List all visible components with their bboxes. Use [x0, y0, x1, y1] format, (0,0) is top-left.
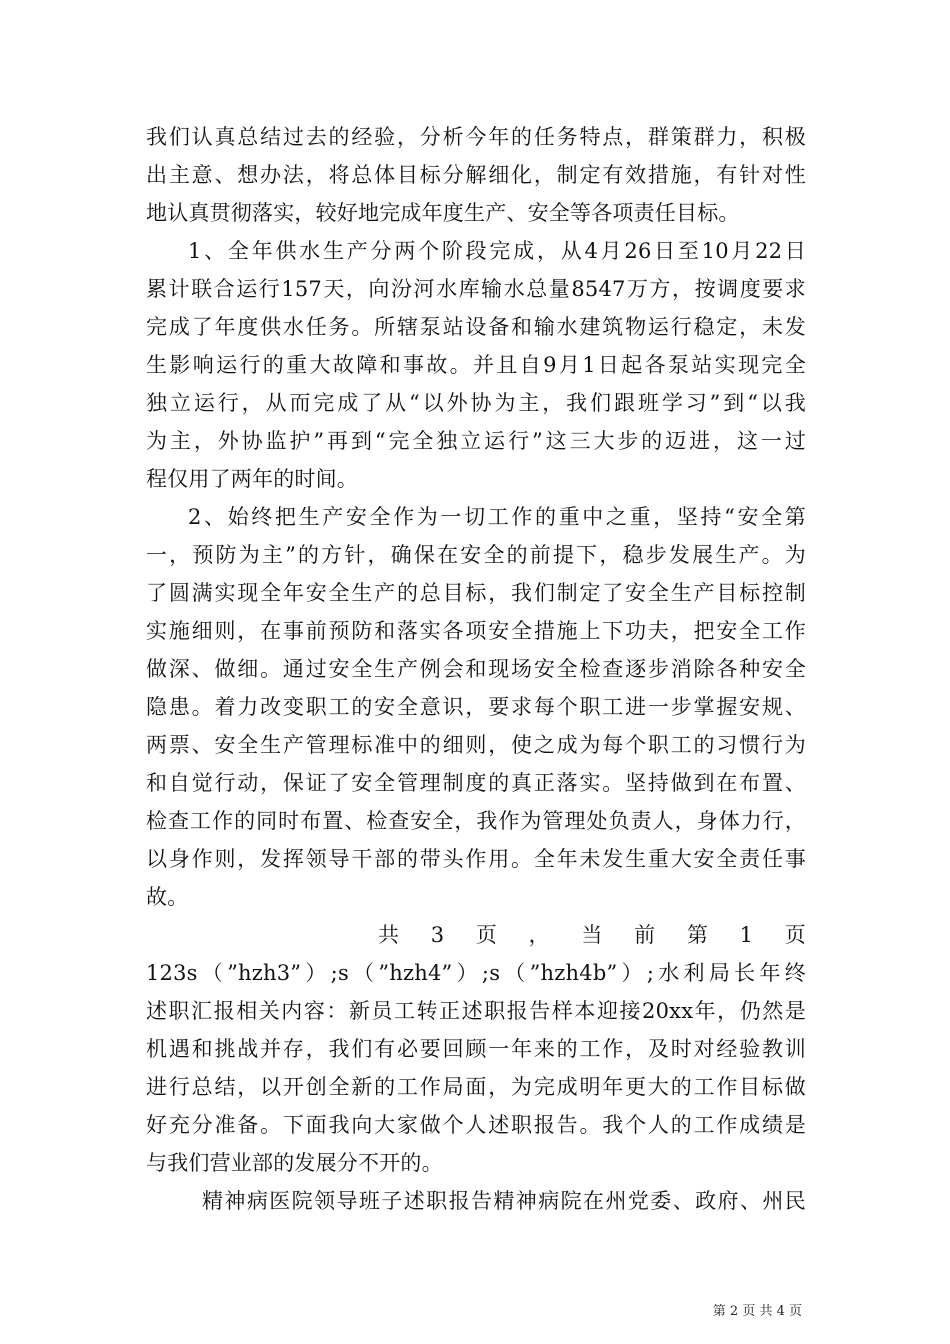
page-footer: 第 2 页 共 4 页 — [712, 1304, 802, 1319]
text-line: 故。 — [146, 885, 189, 909]
document-body — [146, 118, 806, 1220]
page-indicator-line — [146, 916, 806, 954]
page-info-token: 共 — [378, 923, 400, 947]
text-line: 隐患。着力改变职工的安全意识，要求每个职工进一步掌握安规、 — [146, 695, 806, 719]
text-line: 为主，外协监护”再到“完全独立运行”这三大步的迈进，这一过 — [146, 429, 806, 453]
text-line: 和自觉行动，保证了安全管理制度的真正落实。坚持做到在布置、 — [146, 771, 806, 795]
text-line: 实施细则，在事前预防和落实各项安全措施上下功夫，把安全工作 — [146, 619, 806, 643]
text-line: 我们认真总结过去的经验，分析今年的任务特点，群策群力，积极 — [146, 125, 806, 149]
text-line: 机遇和挑战并存，我们有必要回顾一年来的工作，及时对经验教训 — [146, 1037, 806, 1061]
text-line: 了圆满实现全年安全生产的总目标，我们制定了安全生产目标控制 — [146, 581, 806, 605]
text-line: 好充分准备。下面我向大家做个人述职报告。我个人的工作成绩是 — [146, 1113, 806, 1137]
text-line: 做深、做细。通过安全生产例会和现场安全检查逐步消除各种安全 — [146, 657, 806, 681]
text-line: 出主意、想办法，将总体目标分解细化，制定有效措施，有针对性 — [146, 163, 806, 187]
paragraph-2-start: 2、始终把生产安全作为一切工作的重中之重，坚持“安全第 — [188, 505, 806, 529]
text-line: 进行总结，以开创全新的工作局面，为完成明年更大的工作目标做 — [146, 1075, 806, 1099]
text-line: 检查工作的同时布置、检查安全，我作为管理处负责人，身体力行， — [146, 809, 806, 833]
text-line: 与我们营业部的发展分不开的。 — [146, 1151, 443, 1175]
text-line: 累计联合运行157天，向汾河水库输水总量8547万方，按调度要求 — [146, 277, 806, 301]
paragraph-1-start: 1、全年供水生产分两个阶段完成，从4月26日至10月22日 — [188, 239, 806, 263]
page-info-token: 第 — [686, 923, 709, 947]
text-line: 程仅用了两年的时间。 — [146, 467, 358, 491]
text-line: 独立运行，从而完成了从“以外协为主，我们跟班学习”到“以我 — [146, 391, 806, 415]
text-line: 生影响运行的重大故障和事故。并且自9月1日起各泵站实现完全 — [146, 353, 806, 377]
text-line: 完成了年度供水任务。所辖泵站设备和输水建筑物运行稳定，未发 — [146, 315, 806, 339]
page-info-token: 1 — [739, 923, 754, 947]
page-info-token: 3 — [430, 923, 445, 947]
text-line: 述职汇报相关内容：新员工转正述职报告样本迎接20xx年，仍然是 — [146, 999, 806, 1023]
page-info-token: 当 — [581, 923, 603, 947]
page-info-token: 页 — [475, 923, 498, 947]
text-line: 地认真贯彻落实，较好地完成年度生产、安全等各项责任目标。 — [146, 201, 740, 225]
page-info-token: ， — [528, 923, 550, 947]
text-line: 两票、安全生产管理标准中的细则，使之成为每个职工的习惯行为 — [146, 733, 806, 757]
page-info-token: 页 — [784, 923, 806, 947]
page-info-token: 前 — [634, 923, 656, 947]
text-line: 以身作则，发挥领导干部的带头作用。全年未发生重大安全责任事 — [146, 847, 806, 871]
text-line: 一，预防为主”的方针，确保在安全的前提下，稳步发展生产。为 — [146, 543, 806, 567]
paragraph-3-start: 精神病医院领导班子述职报告精神病院在州党委、政府、州民 — [202, 1189, 806, 1213]
text-line: 123s（”hzh3”）;s（”hzh4”）;s（”hzh4b”）;水利局长年终 — [146, 961, 806, 985]
